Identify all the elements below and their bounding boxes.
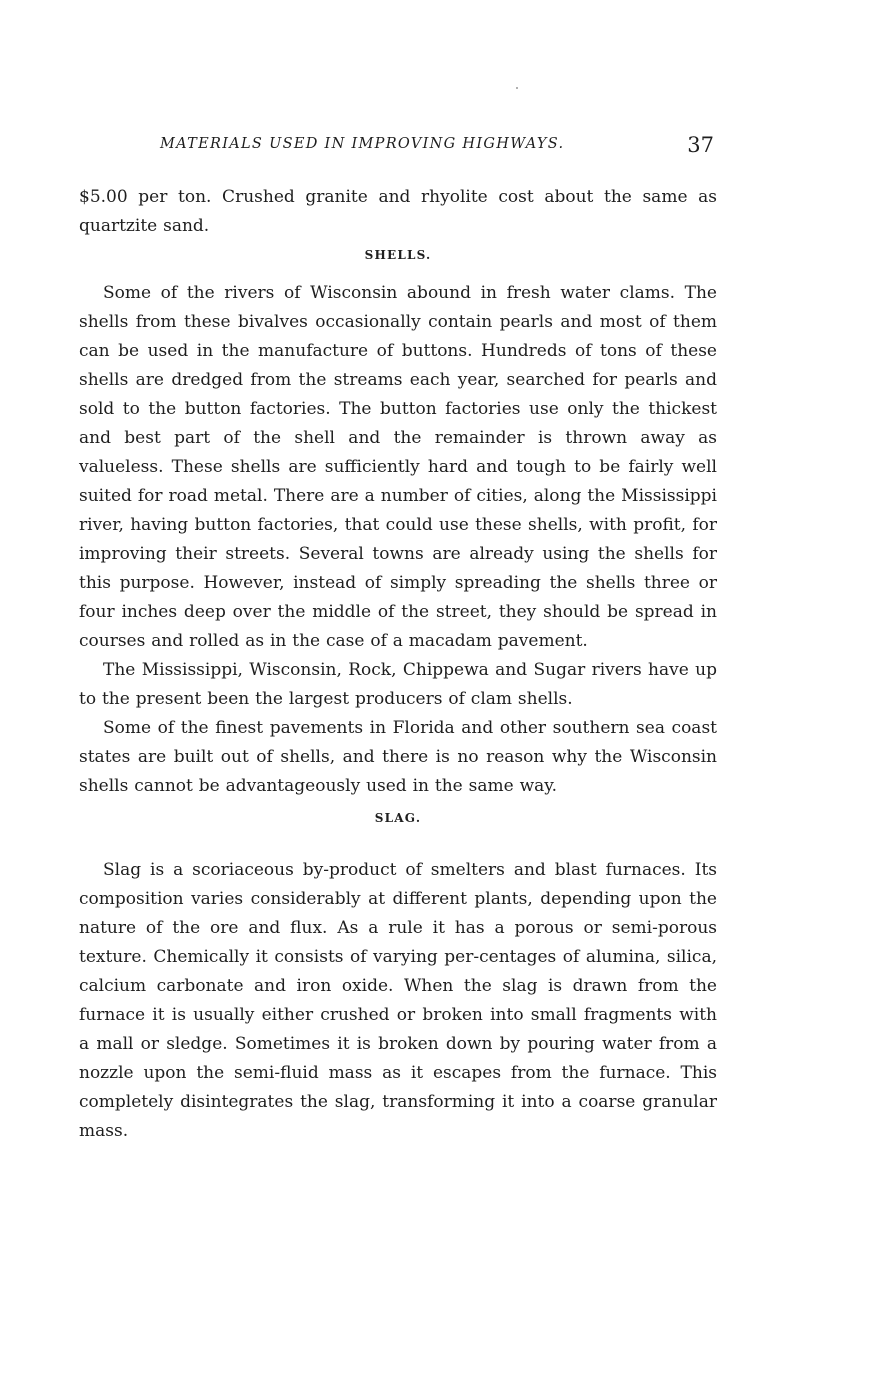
page-number: 37 [687, 133, 714, 157]
running-title: MATERIALS USED IN IMPROVING HIGHWAYS. [160, 136, 565, 152]
section-heading-shells: SHELLS. [364, 248, 432, 262]
shells-paragraph-1: Some of the rivers of Wisconsin abound in fresh water clams. The shells from these bivalves occasionally contain pearls and most of them can be used in the manufacture of buttons. Hundreds of tons of these shells are dredged from the streams each year, searched for pearls and sold to the button factories. The button factories use only the thickest and best part of the shell and the remainder is thrown away as valueless. These shells are sufficiently hard and tough to be fairly well suited for road metal. There are a number of cities, along the Mississippi river, having button factories, that could use these shells, with profit, for improving their streets. Several towns are already using the shells for this purpose. However, instead of simply spreading the shells three or four inches deep over the middle of the street, they should be spread in courses and rolled as in the case of a macadam pavement. [79, 283, 717, 651]
slag-paragraph-1: Slag is a scoriaceous by-product of smelters and blast furnaces. Its composition varies considerably at different plants, depending upon the nature of the ore and flux. As a rule it has a porous or semi-porous texture. Chemically it consists of varying per-centages of alumina, silica, calcium carbonate and iron oxide. When the slag is drawn from the furnace it is usually either crushed or broken into small fragments with a mall or sledge. Sometimes it is broken down by pouring water from a nozzle upon the semi-fluid mass as it escapes from the furnace. This completely disintegrates the slag, transforming it into a coarse granular mass. [79, 860, 717, 1141]
body-text [79, 183, 717, 1146]
running-head [160, 133, 720, 162]
opening-paragraph: $5.00 per ton. Crushed granite and rhyolite cost about the same as quartzite sand. [79, 187, 717, 236]
shells-paragraph-3: Some of the finest pavements in Florida and other southern sea coast states are built out of shells, and there is no reason why the Wisconsin shells cannot be advantageously used in the same way. [79, 718, 717, 796]
section-heading-slag: SLAG. [374, 811, 422, 825]
shells-paragraph-2: The Mississippi, Wisconsin, Rock, Chippewa and Sugar rivers have up to the present been the largest producers of clam shells. [79, 660, 717, 709]
paper-speck [516, 87, 518, 89]
